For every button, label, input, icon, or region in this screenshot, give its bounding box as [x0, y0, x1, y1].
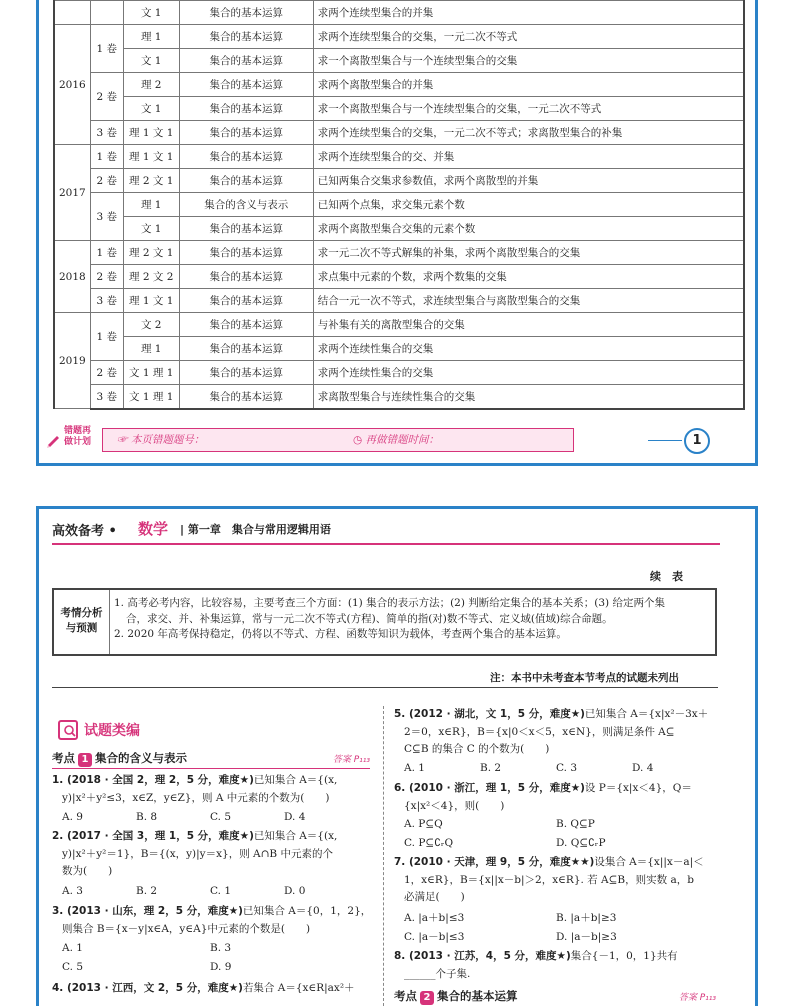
- answer-reference[interactable]: 答案 P₁₁₃: [678, 993, 716, 1003]
- type-cell: 理 2 文 2: [123, 265, 179, 289]
- knowledge-cell: 集合的含义与表示: [179, 193, 313, 217]
- table-row: [54, 145, 744, 169]
- option-b[interactable]: B. 2: [136, 885, 158, 897]
- wrong-ids-label: 本页错题题号：: [130, 434, 205, 446]
- content-cell: 求两个连续型集合的交集，一元二次不等式；求离散型集合的补集: [313, 121, 744, 145]
- option-d[interactable]: D. 4: [284, 811, 306, 823]
- knowledge-cell: 集合的基本运算: [179, 73, 313, 97]
- knowledge-cell: 集合的基本运算: [179, 169, 313, 193]
- volume-cell: 3 卷: [90, 193, 123, 241]
- content-cell: 求一元二次不等式解集的补集，求两个离散型集合的交集: [313, 241, 744, 265]
- options-6: [404, 818, 704, 854]
- question-text: 集合{－1，0，1}共有: [570, 950, 678, 962]
- option-a[interactable]: A. 1: [404, 762, 425, 774]
- question-head: 5. (2012 · 湖北，文 1，5 分，难度★): [394, 708, 585, 720]
- knowledge-cell: 集合的基本运算: [179, 145, 313, 169]
- point-rule: [52, 768, 370, 769]
- type-cell: 文 1 理 1: [123, 385, 179, 409]
- question-8: [394, 948, 716, 983]
- question-7: [394, 854, 716, 907]
- table-row: [54, 241, 744, 265]
- option-c[interactable]: C. 1: [210, 885, 232, 897]
- options-7: [404, 910, 704, 946]
- page-number-rule: [648, 440, 682, 441]
- question-text: 已知集合 A＝{(x,: [253, 830, 338, 842]
- type-cell: 文 1 理 1: [123, 361, 179, 385]
- pencil-icon: [46, 432, 62, 448]
- table-row: [54, 193, 744, 217]
- content-cell: 求一个离散型集合与一个连续型集合的交集，一元二次不等式: [313, 97, 744, 121]
- volume-cell: 1 卷: [90, 25, 123, 73]
- plan-label-line1: 错题再: [64, 426, 92, 436]
- content-cell: 求两个连续型集合的交集，一元二次不等式: [313, 25, 744, 49]
- knowledge-cell: 集合的基本运算: [179, 265, 313, 289]
- knowledge-cell: 集合的基本运算: [179, 313, 313, 337]
- divider: [52, 687, 718, 688]
- volume-cell: 3 卷: [90, 289, 123, 313]
- search-document-icon: [58, 720, 78, 740]
- question-6: [394, 780, 716, 815]
- question-head: 2. (2017 · 全国 3，理 1，5 分，难度★): [52, 830, 254, 842]
- volume-cell: 2 卷: [90, 169, 123, 193]
- header-rule: [52, 543, 720, 545]
- type-cell: 理 1 文 1: [123, 121, 179, 145]
- question-1: [52, 772, 372, 807]
- type-cell: 文 1: [123, 97, 179, 121]
- point-prefix: 考点: [52, 751, 75, 765]
- analysis-label: [54, 590, 110, 654]
- content-cell: 求两个连续型集合的并集: [313, 1, 744, 25]
- point-title: 集合的基本运算: [437, 989, 518, 1003]
- year-cell: [54, 1, 90, 25]
- question-text: 若集合 A＝{x∈R|ax²＋: [242, 982, 355, 994]
- content-cell: 已知两集合交集求参数值，求两个离散型的并集: [313, 169, 744, 193]
- question-text: 必满足( ): [404, 891, 465, 903]
- option-c[interactable]: C. 3: [556, 762, 578, 774]
- question-4: [52, 980, 372, 998]
- option-c[interactable]: C. P⊆∁ᵣQ: [404, 837, 454, 849]
- point-title: 集合的含义与表示: [95, 751, 187, 765]
- option-c[interactable]: C. 5: [62, 961, 84, 973]
- volume-cell: 2 卷: [90, 265, 123, 289]
- content-cell: 求离散型集合与连续性集合的交集: [313, 385, 744, 409]
- question-3: [52, 903, 372, 938]
- knowledge-cell: 集合的基本运算: [179, 217, 313, 241]
- year-cell: 2018: [54, 241, 90, 313]
- type-cell: 理 2 文 1: [123, 241, 179, 265]
- question-head: 1. (2018 · 全国 2，理 2，5 分，难度★): [52, 774, 254, 786]
- exam-history-table: [53, 0, 745, 410]
- type-cell: 理 2 文 1: [123, 169, 179, 193]
- wrong-ids-field[interactable]: [117, 429, 204, 451]
- option-d[interactable]: D. 0: [284, 885, 306, 897]
- section-heading: [58, 720, 358, 742]
- volume-cell: 3 卷: [90, 121, 123, 145]
- knowledge-cell: 集合的基本运算: [179, 241, 313, 265]
- table-row: [54, 361, 744, 385]
- book-brand: 高效备考 •: [52, 524, 117, 539]
- analysis-line: 2. 2020 年高考保持稳定，仍将以不等式、方程、函数等知识为载体，考查两个集合的基本运算。: [114, 628, 567, 640]
- option-a[interactable]: A. |a＋b|≤3: [404, 912, 465, 924]
- option-b[interactable]: B. Q⊆P: [556, 818, 595, 830]
- type-cell: 理 1 文 1: [123, 289, 179, 313]
- analysis-content: [114, 596, 714, 643]
- subject-title: 数学: [138, 520, 169, 538]
- type-cell: 理 1: [123, 193, 179, 217]
- point-number-badge: 2: [420, 991, 434, 1005]
- table-row: [54, 73, 744, 97]
- option-c[interactable]: C. |a－b|≤3: [404, 931, 465, 943]
- question-5: [394, 706, 716, 759]
- analysis-label-line2: 与预测: [65, 622, 98, 634]
- table-row: [54, 289, 744, 313]
- question-text: 设集合 A＝{x||x－a|＜: [594, 856, 704, 868]
- table-row: [54, 337, 744, 361]
- options-1: [62, 811, 362, 827]
- option-d[interactable]: D. |a－b|≥3: [556, 931, 617, 943]
- content-cell: 与补集有关的离散型集合的交集: [313, 313, 744, 337]
- chapter-title: | 第一章 集合与常用逻辑用语: [180, 523, 331, 536]
- question-text: y)|x²＋y²＝1}，B＝{(x，y)|y＝x}，则 A∩B 中元素的个: [62, 847, 333, 860]
- redo-plan-box: [102, 428, 574, 452]
- redo-time-field[interactable]: [353, 429, 439, 451]
- table-row: [54, 217, 744, 241]
- options-5: [404, 762, 704, 778]
- content-cell: 结合一元一次不等式，求连续型集合与离散型集合的交集: [313, 289, 744, 313]
- knowledge-cell: 集合的基本运算: [179, 337, 313, 361]
- options-2: [62, 885, 362, 901]
- question-head: 4. (2013 · 江西，文 2，5 分，难度★): [52, 982, 243, 994]
- year-cell: 2017: [54, 145, 90, 241]
- question-head: 8. (2013 · 江苏，4，5 分，难度★): [394, 950, 571, 962]
- type-cell: 理 1: [123, 337, 179, 361]
- column-separator: [383, 706, 384, 1006]
- option-b[interactable]: B. 3: [210, 942, 232, 954]
- knowledge-cell: 集合的基本运算: [179, 121, 313, 145]
- question-head: 6. (2010 · 浙江，理 1，5 分，难度★): [394, 782, 585, 794]
- type-cell: 理 1: [123, 25, 179, 49]
- question-head: 7. (2010 · 天津，理 9，5 分，难度★★): [394, 856, 595, 868]
- content-cell: 求两个连续性集合的交集: [313, 337, 744, 361]
- point-prefix: 考点: [394, 989, 417, 1003]
- table-row: [54, 385, 744, 409]
- volume-cell: 1 卷: [90, 145, 123, 169]
- option-b[interactable]: B. |a＋b|≥3: [556, 912, 617, 924]
- content-cell: 求两个离散型集合的并集: [313, 73, 744, 97]
- content-cell: 求点集中元素的个数，求两个数集的交集: [313, 265, 744, 289]
- volume-cell: 2 卷: [90, 73, 123, 121]
- content-cell: 求一个离散型集合与一个连续型集合的交集: [313, 49, 744, 73]
- knowledge-cell: 集合的基本运算: [179, 361, 313, 385]
- table-row: [54, 25, 744, 49]
- question-text: y)|x²＋y²≤3，x∈Z，y∈Z}，则 A 中元素的个数为( ): [62, 791, 330, 804]
- knowledge-cell: 集合的基本运算: [179, 385, 313, 409]
- knowledge-cell: 集合的基本运算: [179, 25, 313, 49]
- volume-cell: 1 卷: [90, 313, 123, 361]
- question-text: 则集合 B＝{x－y|x∈A，y∈A}中元素的个数是( ): [62, 922, 311, 935]
- type-cell: 理 2: [123, 73, 179, 97]
- analysis-label-line1: 考情分析: [60, 607, 103, 619]
- option-a[interactable]: A. 9: [62, 811, 83, 823]
- type-cell: 文 2: [123, 313, 179, 337]
- table-continued-label: 续 表: [650, 570, 683, 583]
- option-d[interactable]: D. 4: [632, 762, 654, 774]
- page-header: [52, 520, 738, 542]
- point-heading-1: [52, 750, 370, 768]
- option-a[interactable]: A. 3: [62, 885, 83, 897]
- option-d[interactable]: D. Q⊆∁ᵣP: [556, 837, 606, 849]
- type-cell: 文 1: [123, 49, 179, 73]
- option-a[interactable]: A. P⊆Q: [404, 818, 443, 830]
- table-row: [54, 1, 744, 25]
- analysis-line: 1. 高考必考内容，比较容易，主要考查三个方面：(1) 集合的表示方法；(2) 判断给定集合的基本关系；(3) 给定两个集: [114, 597, 665, 609]
- question-head: 3. (2013 · 山东，理 2，5 分，难度★): [52, 905, 243, 917]
- question-text: {x|x²＜4}，则( ): [404, 799, 505, 812]
- knowledge-cell: 集合的基本运算: [179, 49, 313, 73]
- table-row: [54, 121, 744, 145]
- table-row: [54, 313, 744, 337]
- year-cell: 2016: [54, 25, 90, 145]
- volume-cell: 1 卷: [90, 241, 123, 265]
- type-cell: 文 1: [123, 217, 179, 241]
- content-cell: 已知两个点集，求交集元素个数: [313, 193, 744, 217]
- options-3: [62, 942, 362, 978]
- year-cell: 2019: [54, 313, 90, 409]
- volume-cell: 3 卷: [90, 385, 123, 409]
- top-page-frame: [36, 0, 758, 466]
- plan-label-line2: 做计划: [64, 437, 92, 447]
- table-row: [54, 49, 744, 73]
- question-text: 2＝0，x∈R}，B＝{x|0＜x＜5，x∈N}，则满足条件 A⊆: [404, 725, 675, 738]
- page-number: 1: [684, 428, 710, 454]
- point-number-badge: 1: [78, 753, 92, 767]
- clock-icon: ◷: [353, 434, 363, 446]
- analysis-line: 合，求交、并、补集运算，常与一元二次不等式(方程)、简单的指(对)数不等式、定义域(值域)综合命题。: [126, 612, 613, 625]
- question-text: 设 P＝{x|x＜4}，Q＝: [584, 782, 692, 794]
- option-b[interactable]: B. 2: [480, 762, 502, 774]
- question-text: 1，x∈R}，B＝{x||x－b|＞2，x∈R}. 若 A⊆B，则实数 a，b: [404, 873, 694, 886]
- question-text: 已知集合 A＝{0，1，2}，: [242, 905, 372, 917]
- type-cell: 理 1 文 1: [123, 145, 179, 169]
- table-row: [54, 265, 744, 289]
- footnote: 注：本书中未考查本节考点的试题未列出: [490, 672, 679, 684]
- table-row: [54, 169, 744, 193]
- volume-cell: 2 卷: [90, 361, 123, 385]
- content-cell: 求两个连续型集合的交、并集: [313, 145, 744, 169]
- question-2: [52, 828, 372, 881]
- answer-reference[interactable]: 答案 P₁₁₃: [332, 755, 370, 765]
- option-a[interactable]: A. 1: [62, 942, 83, 954]
- question-text: C⊆B 的集合 C 的个数为( ): [404, 743, 550, 755]
- redo-time-label: 再做错题时间：: [365, 434, 440, 446]
- table-row: [54, 97, 744, 121]
- option-b[interactable]: B. 8: [136, 811, 158, 823]
- content-cell: 求两个离散型集合交集的元素个数: [313, 217, 744, 241]
- section-title: 试题类编: [84, 723, 140, 739]
- knowledge-cell: 集合的基本运算: [179, 97, 313, 121]
- question-text: 数为( ): [62, 865, 113, 877]
- question-text: 已知集合 A＝{(x,: [253, 774, 338, 786]
- option-c[interactable]: C. 5: [210, 811, 232, 823]
- content-cell: 求两个连续性集合的交集: [313, 361, 744, 385]
- exam-analysis-box: [52, 588, 717, 656]
- volume-cell: [90, 1, 123, 25]
- type-cell: 文 1: [123, 1, 179, 25]
- knowledge-cell: 集合的基本运算: [179, 1, 313, 25]
- question-text: ______个子集.: [404, 967, 471, 980]
- option-d[interactable]: D. 9: [210, 961, 232, 973]
- knowledge-cell: 集合的基本运算: [179, 289, 313, 313]
- hand-icon: ☞: [117, 434, 128, 446]
- point-heading-2: [394, 988, 716, 1006]
- question-text: 已知集合 A＝{x|x²－3x＋: [584, 708, 709, 720]
